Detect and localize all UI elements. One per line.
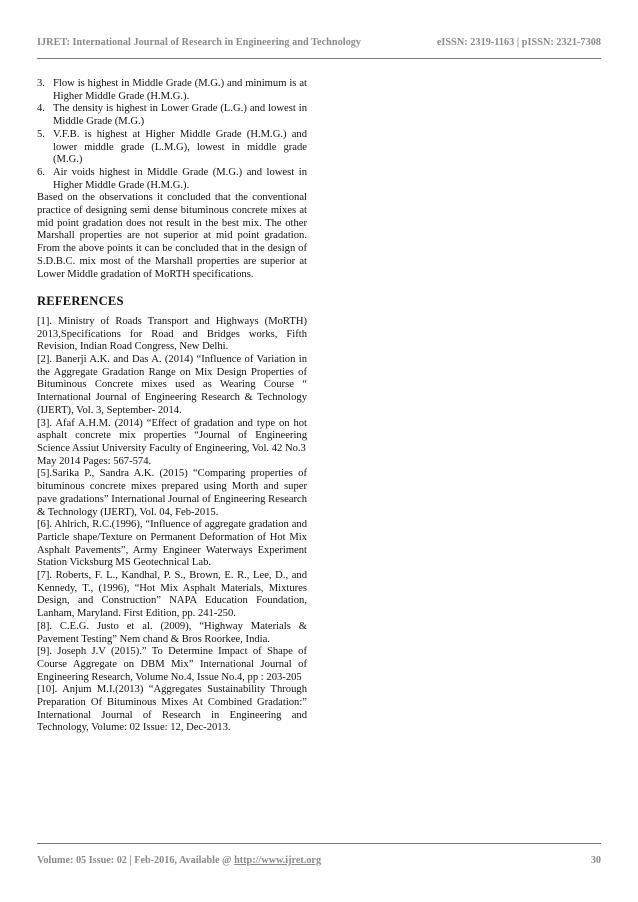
list-number: 5.: [37, 128, 45, 140]
summary-paragraph: Based on the observations it concluded that the conventional practice of designing semi dense bituminous concrete mixes at mid point gradation does not result in the best mix. The other Marshall properties are not superior at mid point gradation. From the above points it can be concluded that in the design of S.D.B.C. mix most of the Marshall properties are superior at Lower Middle gradation of MoRTH specifications.: [37, 192, 307, 280]
list-item: [37, 167, 307, 192]
reference-item: [5].Sarika P., Sandra A.K. (2015) “Comparing properties of bituminous concrete mixes prepared using Morth and super pave gradations” International Journal of Engineering Research & Technology (IJERT), Vol. 04, Feb-2015.: [37, 468, 307, 518]
reference-item: [7]. Roberts, F. L., Kandhal, P. S., Brown, E. R., Lee, D., and Kennedy, T., (1996), “Hot Mix Asphalt Materials, Mixtures Design, and Construction” NAPA Education Foundation, Lanham, Maryland. First Edition, pp. 241-250.: [37, 570, 307, 620]
reference-item: [2]. Banerji A.K. and Das A. (2014) “Influence of Variation in the Aggregate Gradation Range on Mix Design Properties of Bituminous Concrete mixes used as Wearing Course “ International Journal of Engineering Research & Technology (IJERT), Vol. 3, September- 2014.: [37, 354, 307, 416]
reference-item: [6]. Ahlrich, R.C.(1996), “Influence of aggregate gradation and Particle shape/Texture on Permanent Deformation of Hot Mix Asphalt Pavements”, Army Engineer Waterways Experiment Station Vicksburg MS Geotechnical Lab.: [37, 519, 307, 569]
list-text: V.F.B. is highest at Higher Middle Grade (H.M.G.) and lower middle grade (L.M.G), lowest in middle grade (M.G.): [53, 128, 307, 166]
references-heading: REFERENCES: [37, 294, 124, 309]
list-number: 6.: [37, 166, 45, 178]
footer-divider: [37, 843, 601, 844]
list-number: 3.: [37, 78, 45, 89]
reference-item: [10]. Anjum M.I.(2013) “Aggregates Sustainability Through Preparation Of Bituminous Mixes At Combined Gradation:” International Journal of Research in Engineering and Technology, Volume: 02 Issue: 12, Dec-2013.: [37, 684, 307, 734]
journal-title: IJRET: International Journal of Research in Engineering and Technology: [37, 37, 362, 48]
page-number: 30: [590, 855, 601, 866]
list-item: [37, 78, 307, 103]
volume-text: Volume: 05 Issue: 02 | Feb-2016, Available @: [37, 855, 235, 866]
list-item: [37, 129, 307, 167]
journal-link[interactable]: http://www.ijret.org: [234, 855, 322, 866]
list-text: Air voids highest in Middle Grade (M.G.) and lowest in Higher Middle Grade (H.M.G.).: [53, 166, 307, 191]
list-text: The density is highest in Lower Grade (L.G.) and lowest in Middle Grade (M.G.): [53, 103, 307, 128]
reference-item: [9]. Joseph J.V (2015).” To Determine Impact of Shape of Course Aggregate on DBM Mix” International Journal of Engineering Research, Volume No.4, Issue No.4, pp : 203-205: [37, 646, 307, 683]
issn-numbers: eISSN: 2319-1163 | pISSN: 2321-7308: [436, 37, 601, 48]
reference-item: May 2014 Pages: 567-574.: [37, 455, 152, 467]
text-column: [37, 78, 307, 735]
page-footer: [37, 855, 601, 866]
footer-volume-info: [37, 855, 321, 866]
reference-item: [1]. Ministry of Roads Transport and Highways (MoRTH) 2013,Specifications for Road and Bridges works, Fifth Revision, Indian Road Congress, New Delhi.: [37, 315, 307, 353]
page-header: [37, 37, 601, 48]
conclusions-list: [37, 78, 307, 192]
list-item: [37, 103, 307, 128]
reference-item: [3]. Afaf A.H.M. (2014) “Effect of gradation and type on hot asphalt concrete mix properties “Journal of Engineering Science Assiut University Faculty of Engineering, Vol. 42 No.3: [37, 417, 307, 454]
reference-item: [8]. C.E.G. Justo et al. (2009), “Highway Materials & Pavement Testing” Nem chand & Bros Roorkee, India.: [37, 620, 307, 645]
list-text: Flow is highest in Middle Grade (M.G.) and minimum is at Higher Middle Grade (H.M.G.).: [53, 78, 307, 102]
list-number: 4.: [37, 103, 45, 115]
header-divider: [37, 58, 601, 59]
